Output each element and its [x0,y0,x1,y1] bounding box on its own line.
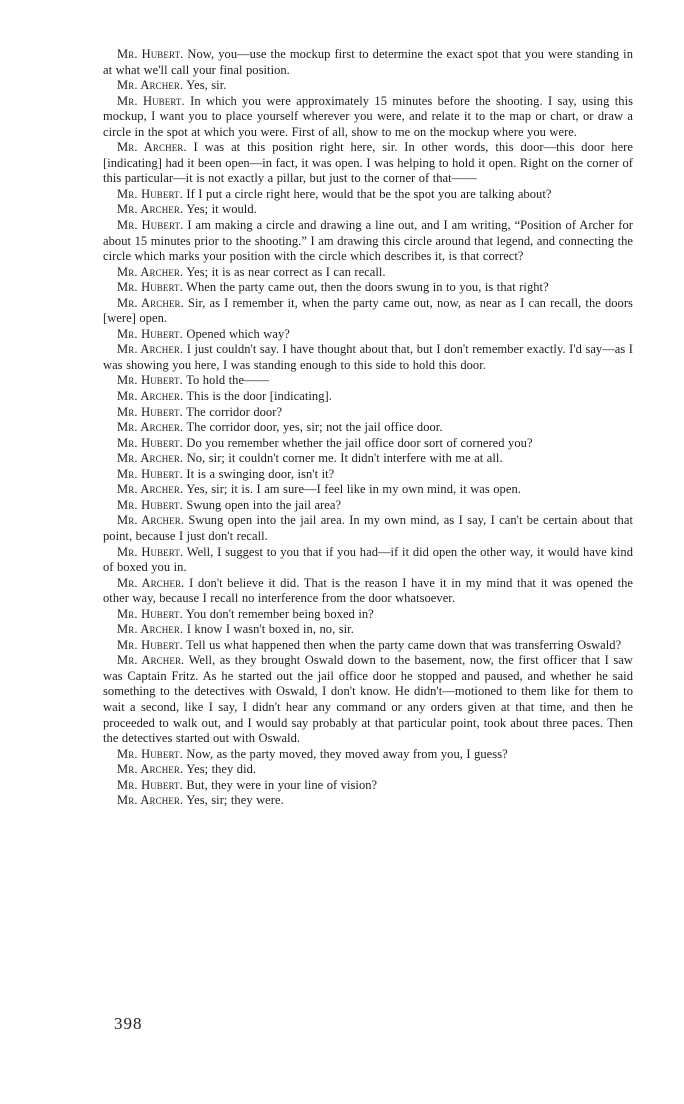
transcript-paragraph [103,373,633,389]
speaker-name: Mr. Archer. [117,762,184,777]
speaker-name: Mr. Archer. [117,575,185,590]
paragraph-text: If I put a circle right here, would that be the spot you are talking about? [186,186,552,201]
transcript-paragraph [103,793,633,809]
page-number: 398 [114,1014,143,1033]
speaker-name: Mr. Archer. [117,295,184,310]
paragraph-text: Do you remember whether the jail office door sort of cornered you? [186,435,533,450]
transcript-paragraph [103,94,633,141]
paragraph-text: Well, I suggest to you that if you had—if it did open the other way, it would have kind of boxed you in. [103,544,633,575]
speaker-name: Mr. Hubert. [117,466,183,481]
speaker-name: Mr. Archer. [117,793,184,808]
paragraph-text: Yes; it is as near correct as I can recall. [186,264,386,279]
paragraph-text: I don't believe it did. That is the reason I have it in my mind that it was opened the other way, because I recall no interference from the door whatsoever. [103,575,633,606]
speaker-name: Mr. Hubert. [117,186,183,201]
speaker-name: Mr. Archer. [117,140,187,155]
transcript-paragraph [103,47,633,78]
paragraph-text: Now, you—use the mockup first to determine the exact spot that you were standing in at what we'll call your final position. [103,47,633,77]
speaker-name: Mr. Hubert. [117,544,184,559]
speaker-name: Mr. Hubert. [117,637,183,652]
speaker-name: Mr. Hubert. [117,435,183,450]
transcript-paragraph [103,778,633,794]
paragraph-text: Well, as they brought Oswald down to the basement, now, the first officer that I saw was Captain Fritz. As he started out the jail office door he stopped and paused, and whether he said something to the detectives with Oswald, I don't know. He didn't—motioned to them like for them to wait a second, like I say, I didn't hear any command or any orders given at that time, and then he proceeded to walk out, and I would say probably at that particular point, took about three paces. Then the detectives started out with Oswald. [103,653,633,746]
transcript-paragraph [103,280,633,296]
transcript-paragraph [103,218,633,265]
transcript-paragraph [103,405,633,421]
paragraph-text: Yes, sir; they were. [186,793,284,808]
paragraph-text: It is a swinging door, isn't it? [186,466,335,481]
transcript-paragraph [103,622,633,638]
transcript-paragraph [103,576,633,607]
transcript-paragraph [103,187,633,203]
speaker-name: Mr. Hubert. [117,777,183,792]
paragraph-text: Yes, sir; it is. I am sure—I feel like in my own mind, it was open. [186,482,521,497]
paragraph-text: The corridor door? [186,404,283,419]
paragraph-text: Sir, as I remember it, when the party came out, now, as near as I can recall, the doors [were] open. [103,295,633,326]
paragraph-text: Yes, sir. [186,78,227,93]
transcript-paragraph [103,389,633,405]
transcript-paragraph [103,747,633,763]
speaker-name: Mr. Archer. [117,482,184,497]
transcript-body [103,47,633,809]
transcript-paragraph [103,762,633,778]
transcript-paragraph [103,451,633,467]
transcript-paragraph [103,545,633,576]
paragraph-text: I just couldn't say. I have thought about that, but I don't remember exactly. I'd say—as I was showing you here, I was standing enough to this side to hold this door. [103,342,633,372]
paragraph-text: In which you were approximately 15 minutes before the shooting. I say, using this mockup, I want you to place yourself wherever you were, and relate it to the map or chart, or draw a circle in the spot at which you were. First of all, show to me on the mockup where you were. [103,93,634,139]
speaker-name: Mr. Archer. [117,513,185,528]
paragraph-text: No, sir; it couldn't corner me. It didn't interfere with me at all. [186,451,503,466]
speaker-name: Mr. Archer. [117,342,184,357]
transcript-paragraph [103,327,633,343]
speaker-name: Mr. Archer. [117,389,184,404]
speaker-name: Mr. Hubert. [117,93,185,108]
transcript-paragraph [103,296,633,327]
paragraph-text: But, they were in your line of vision? [186,777,378,792]
paragraph-text: Now, as the party moved, they moved away from you, I guess? [186,746,508,761]
transcript-paragraph [103,202,633,218]
paragraph-text: When the party came out, then the doors swung in to you, is that right? [186,280,549,295]
paragraph-text: I was at this position right here, sir. In other words, this door—this door here [indicating] had it been open—in fact, it was open. I was helping to hold it open. Right on the corner of this particular—it is not exactly a pillar, but just to the corner of that—— [103,140,633,186]
transcript-paragraph [103,342,633,373]
transcript-paragraph [103,78,633,94]
transcript-paragraph [103,498,633,514]
transcript-paragraph [103,513,633,544]
transcript-paragraph [103,653,633,746]
transcript-paragraph [103,467,633,483]
speaker-name: Mr. Hubert. [117,280,183,295]
speaker-name: Mr. Archer. [117,202,184,217]
transcript-paragraph [103,140,633,187]
transcript-paragraph [103,607,633,623]
speaker-name: Mr. Hubert. [117,373,183,388]
paragraph-text: The corridor door, yes, sir; not the jail office door. [186,420,443,435]
paragraph-text: Yes; it would. [186,202,257,217]
speaker-name: Mr. Archer. [117,653,185,668]
speaker-name: Mr. Archer. [117,264,184,279]
speaker-name: Mr. Hubert. [117,497,183,512]
paragraph-text: This is the door [indicating]. [186,389,332,404]
transcript-paragraph [103,420,633,436]
transcript-paragraph [103,265,633,281]
paragraph-text: Swung open into the jail area? [186,497,342,512]
speaker-name: Mr. Hubert. [117,404,183,419]
transcript-paragraph [103,482,633,498]
paragraph-text: Yes; they did. [186,762,257,777]
speaker-name: Mr. Archer. [117,78,184,93]
speaker-name: Mr. Archer. [117,420,184,435]
paragraph-text: Swung open into the jail area. In my own mind, as I say, I can't be certain about that point, because I just don't recall. [103,513,633,543]
transcript-paragraph [103,638,633,654]
speaker-name: Mr. Hubert. [117,218,184,233]
transcript-paragraph [103,436,633,452]
speaker-name: Mr. Hubert. [117,606,183,621]
speaker-name: Mr. Archer. [117,451,184,466]
paragraph-text: I know I wasn't boxed in, no, sir. [186,622,354,637]
paragraph-text: I am making a circle and drawing a line out, and I am writing, “Position of Archer for about 15 minutes prior to the shooting.” I am drawing this circle around that legend, and connecting the circle which marks your position with the circle which describes it, is that correct? [103,218,633,264]
paragraph-text: You don't remember being boxed in? [185,606,374,621]
speaker-name: Mr. Hubert. [117,47,184,61]
speaker-name: Mr. Archer. [117,622,184,637]
speaker-name: Mr. Hubert. [117,326,183,341]
paragraph-text: Opened which way? [186,326,290,341]
paragraph-text: To hold the—— [186,373,270,388]
speaker-name: Mr. Hubert. [117,746,183,761]
paragraph-text: Tell us what happened then when the party came down that was transferring Oswald? [186,637,622,652]
